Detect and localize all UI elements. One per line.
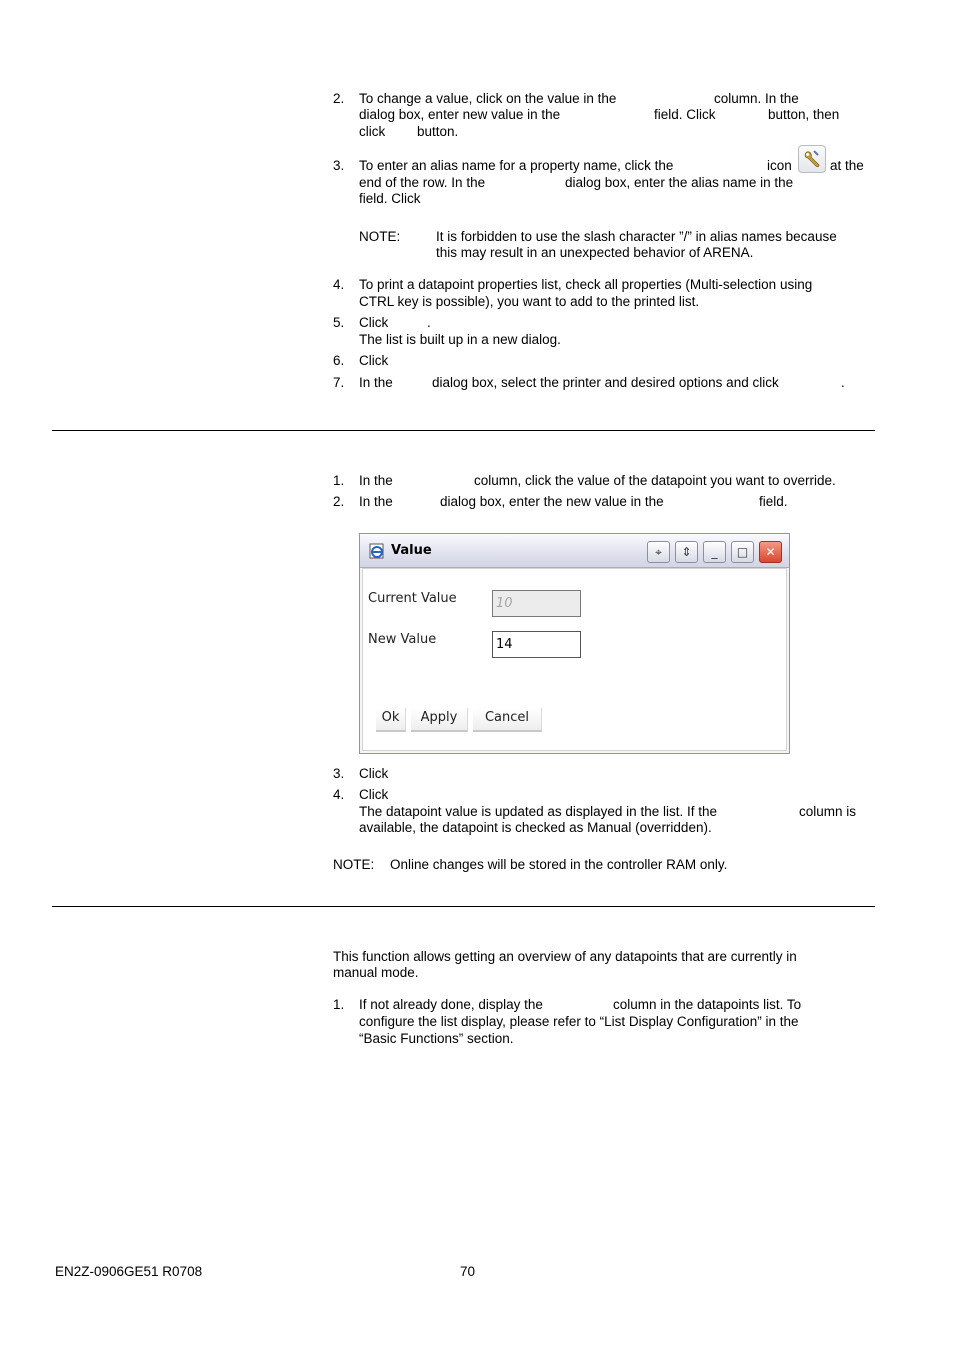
step-text: To change a value, click on the value in the bbox=[359, 91, 617, 106]
step-text: In the bbox=[359, 494, 393, 509]
section-divider bbox=[52, 906, 875, 907]
step-text: . bbox=[841, 375, 845, 390]
step-text: Click bbox=[359, 353, 389, 368]
step-text: In the bbox=[359, 473, 393, 488]
step-number: 3. bbox=[333, 158, 345, 173]
step-text: column is bbox=[799, 804, 857, 819]
step-text: . bbox=[427, 315, 431, 330]
dialog-titlebar[interactable] bbox=[360, 534, 789, 568]
new-value-label: New Value bbox=[368, 632, 437, 647]
step-number: 3. bbox=[333, 766, 345, 781]
pin-icon[interactable]: ⌖ bbox=[647, 541, 670, 563]
ok-button[interactable]: Ok bbox=[376, 708, 406, 732]
wrench-icon bbox=[798, 145, 826, 173]
step-text: Click bbox=[359, 787, 389, 802]
current-value-field: 10 bbox=[492, 590, 581, 617]
step-text: available, the datapoint is checked as Manual (overridden). bbox=[359, 820, 712, 835]
step-number: 4. bbox=[333, 787, 345, 802]
step-number: 1. bbox=[333, 473, 345, 488]
note-text: Online changes will be stored in the controller RAM only. bbox=[390, 857, 728, 872]
cancel-button[interactable]: Cancel bbox=[473, 708, 542, 732]
current-value-label: Current Value bbox=[368, 591, 457, 606]
step-text: CTRL key is possible), you want to add to the printed list. bbox=[359, 294, 700, 309]
step-text: dialog box, select the printer and desired options and click bbox=[432, 375, 779, 390]
step-text: field. Click bbox=[359, 191, 421, 206]
maximize-icon[interactable]: □ bbox=[731, 541, 754, 563]
apply-button[interactable]: Apply bbox=[411, 708, 468, 732]
browser-icon bbox=[369, 543, 385, 559]
note-text: It is forbidden to use the slash character ”/” in alias names because bbox=[436, 229, 837, 244]
step-text: at the bbox=[830, 158, 864, 173]
note-text: this may result in an unexpected behavior of ARENA. bbox=[436, 245, 754, 260]
step-text: icon bbox=[767, 158, 792, 173]
step-text: column. In the bbox=[714, 91, 799, 106]
step-text: field. bbox=[759, 494, 788, 509]
step-text: Click bbox=[359, 315, 389, 330]
step-number: 7. bbox=[333, 375, 345, 390]
step-text: click bbox=[359, 124, 386, 139]
step-text: field. Click bbox=[654, 107, 716, 122]
paragraph-line: This function allows getting an overview of any datapoints that are currently in bbox=[333, 949, 797, 964]
step-number: 4. bbox=[333, 277, 345, 292]
step-text: button, then bbox=[768, 107, 840, 122]
footer-doc-id: EN2Z-0906GE51 R0708 bbox=[55, 1264, 203, 1279]
new-value-field[interactable]: 14 bbox=[492, 631, 581, 658]
note-label: NOTE: bbox=[359, 229, 401, 244]
section-divider bbox=[52, 430, 875, 431]
note-label: NOTE: bbox=[333, 857, 375, 872]
step-text: end of the row. In the bbox=[359, 175, 486, 190]
step-text: column in the datapoints list. To bbox=[613, 997, 802, 1012]
step-text: configure the list display, please refer to “List Display Configuration” in the bbox=[359, 1014, 799, 1029]
step-text: The datapoint value is updated as displayed in the list. If the bbox=[359, 804, 717, 819]
step-number: 2. bbox=[333, 91, 345, 106]
step-text: “Basic Functions” section. bbox=[359, 1031, 514, 1046]
close-icon[interactable]: ✕ bbox=[759, 541, 782, 563]
step-text: If not already done, display the bbox=[359, 997, 543, 1012]
dialog-title: Value bbox=[391, 543, 432, 558]
step-text: To print a datapoint properties list, check all properties (Multi-selection using bbox=[359, 277, 813, 292]
value-dialog bbox=[359, 533, 790, 754]
step-number: 5. bbox=[333, 315, 345, 330]
step-text: dialog box, enter the new value in the bbox=[440, 494, 664, 509]
step-text: In the bbox=[359, 375, 393, 390]
step-number: 2. bbox=[333, 494, 345, 509]
step-number: 6. bbox=[333, 353, 345, 368]
paragraph-line: manual mode. bbox=[333, 965, 419, 980]
dialog-body bbox=[362, 568, 787, 751]
step-text: To enter an alias name for a property name, click the bbox=[359, 158, 674, 173]
step-text: dialog box, enter new value in the bbox=[359, 107, 561, 122]
minimize-icon[interactable]: _ bbox=[703, 541, 726, 563]
resize-icon[interactable]: ⇕ bbox=[675, 541, 698, 563]
step-text: The list is built up in a new dialog. bbox=[359, 332, 561, 347]
step-number: 1. bbox=[333, 997, 345, 1012]
step-text: button. bbox=[417, 124, 459, 139]
footer-page-number: 70 bbox=[460, 1264, 476, 1279]
step-text: dialog box, enter the alias name in the bbox=[565, 175, 794, 190]
step-text: Click bbox=[359, 766, 389, 781]
step-text: column, click the value of the datapoint you want to override. bbox=[474, 473, 836, 488]
